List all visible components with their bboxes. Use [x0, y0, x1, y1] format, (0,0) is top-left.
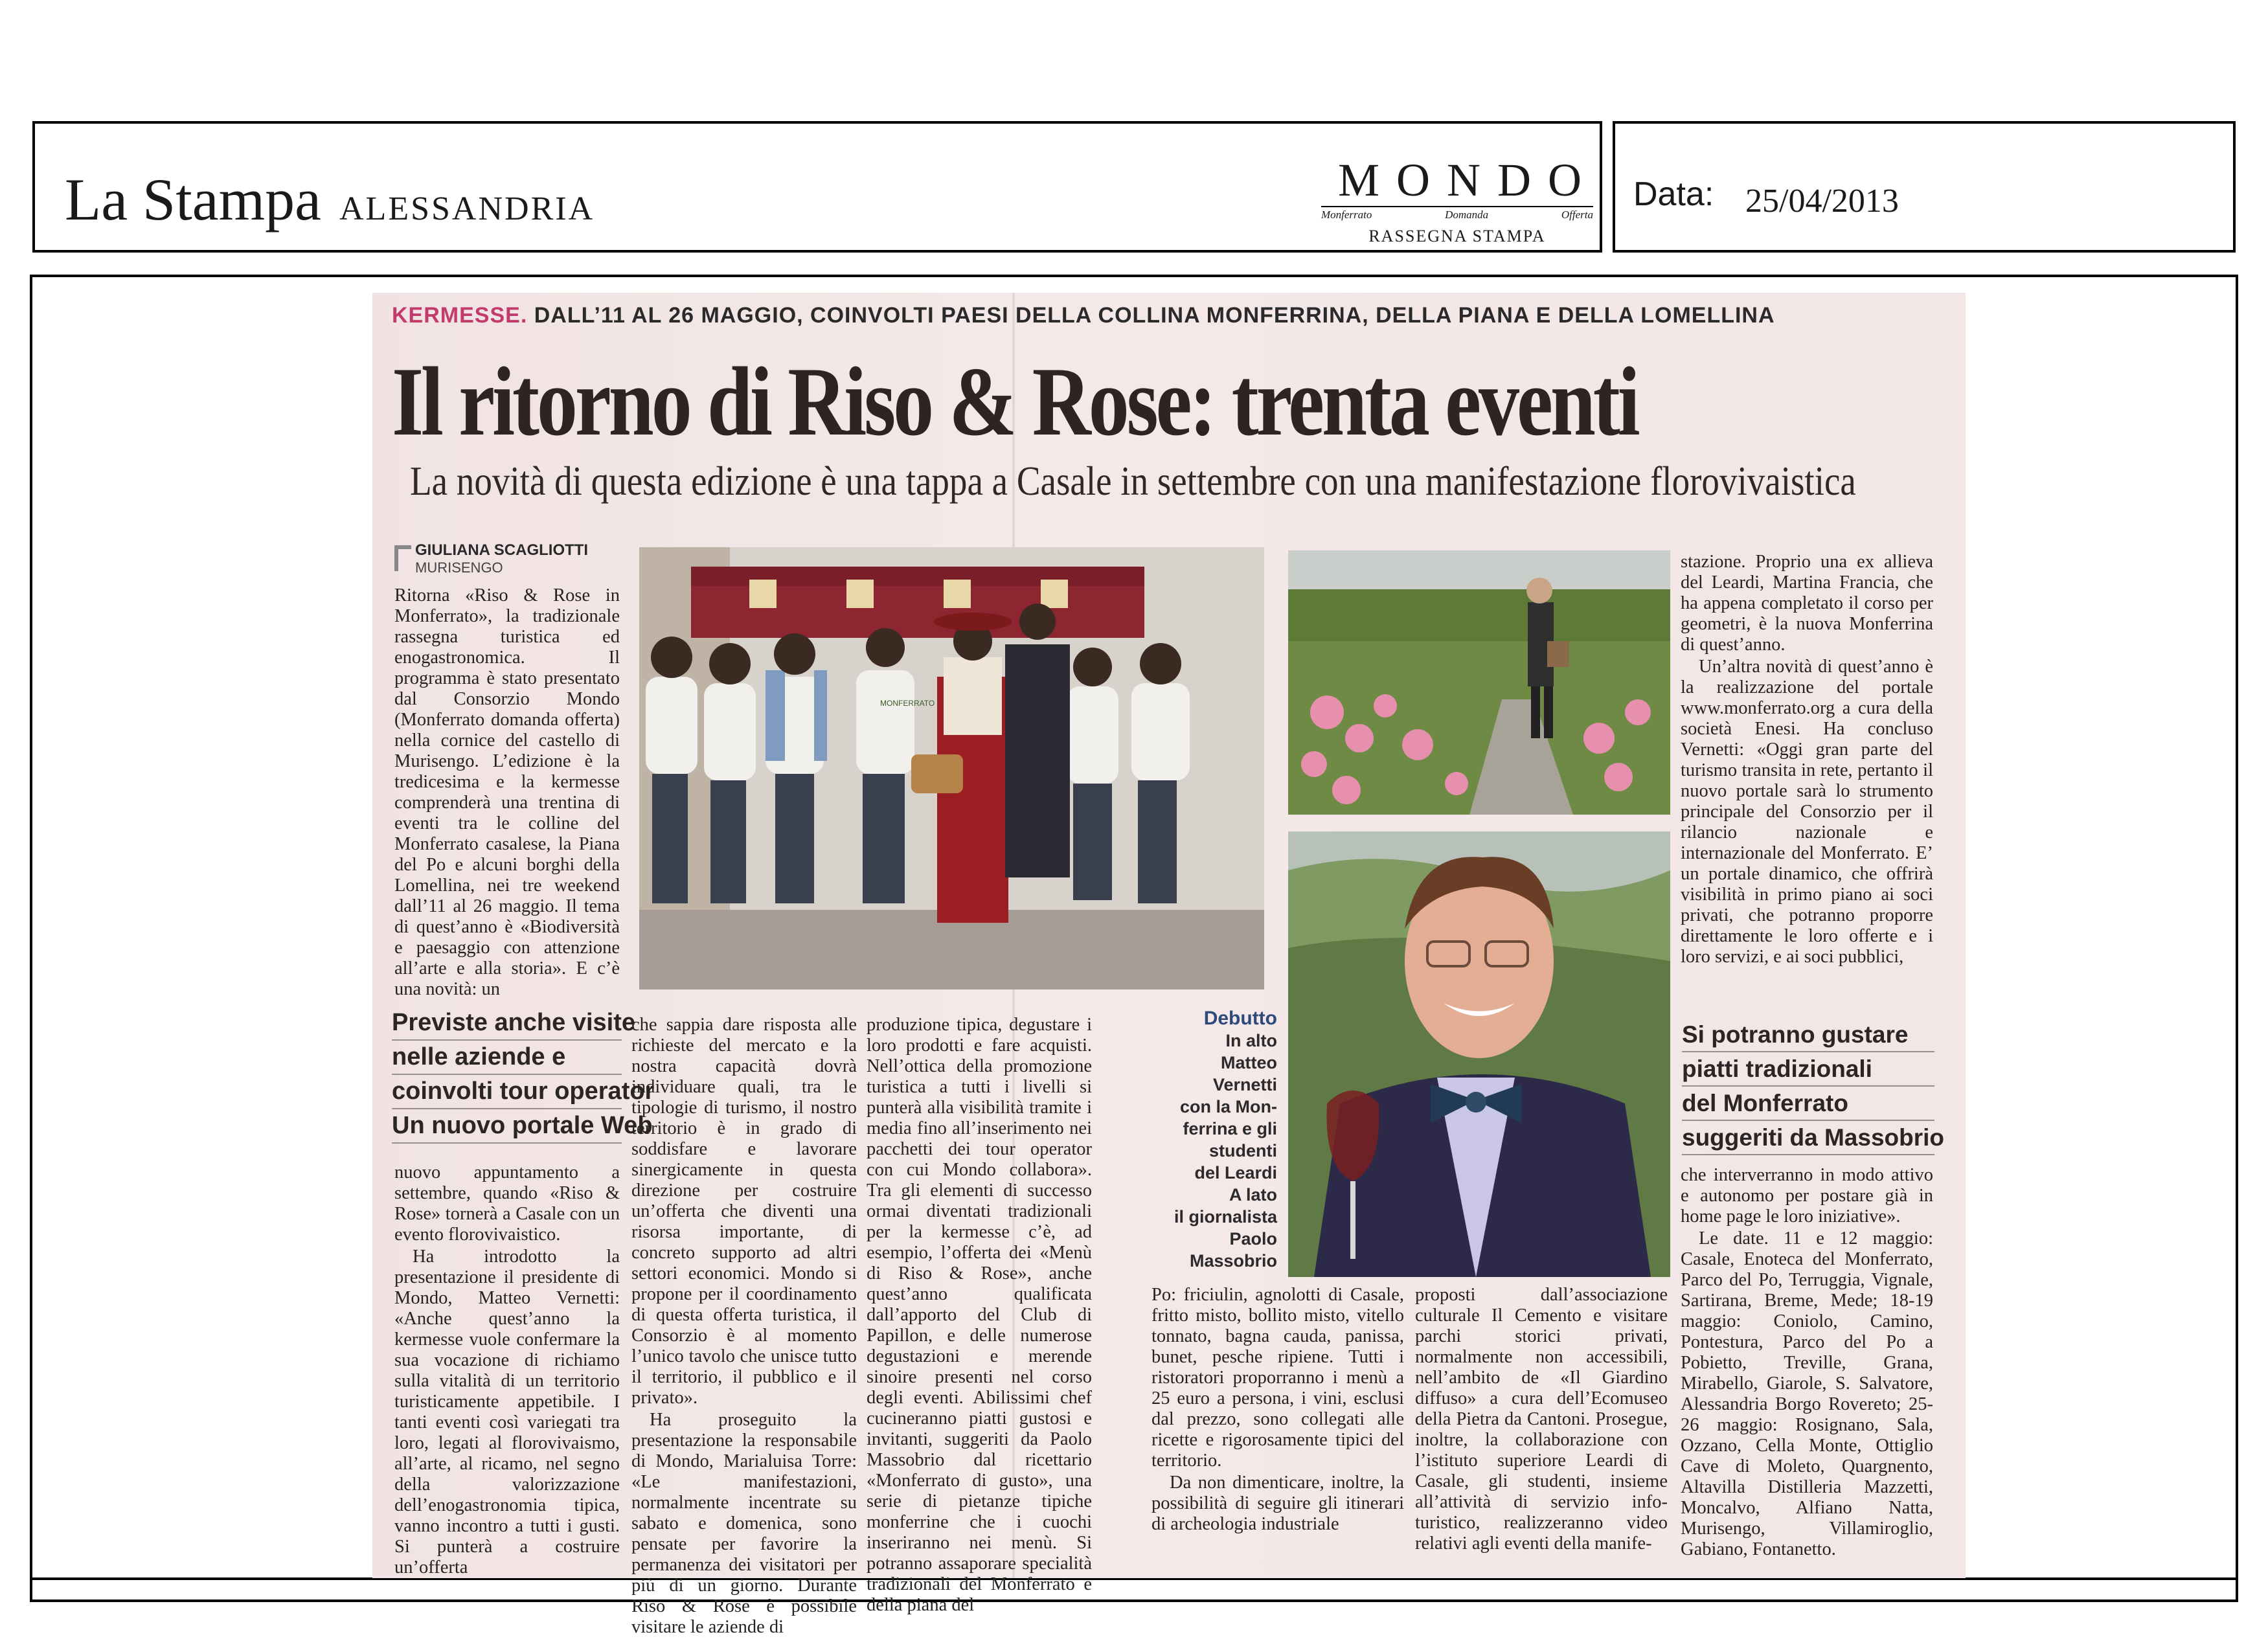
- caption-line: del Leardi: [1194, 1163, 1277, 1182]
- logo-tag-mid: Domanda: [1445, 209, 1489, 221]
- group-photo-illustration: [639, 547, 1264, 989]
- byline-bracket-icon: [394, 545, 411, 571]
- article-column-1-top: [394, 585, 620, 1001]
- shirt-text: MONFERRATO: [880, 699, 935, 708]
- caption-line: Vernetti: [1212, 1075, 1277, 1094]
- article-column-2: [631, 1015, 857, 1639]
- paragraph: Un’altra novità di quest’anno è la realizzazione del portale www.monferrato.org a cura della società Enesi. Ha concluso Vernetti: «Oggi gran parte del turismo transita in rete, pertanto il nuovo portale sarà lo strumento principale del Consorzio per il rilancio nazionale e internazionale del Monferrato. E’ un portale dinamico, che offrirà visibilità in primo piano ai soci privati, che potranno proporre direttamente le loro offerte e i loro servizi, e ai soci pubblici,: [1681, 657, 1933, 967]
- article-column-1-bottom: [394, 1162, 620, 1579]
- paragraph: che interverranno in modo attivo e autonomo per postare già in home page le loro iniziative».: [1681, 1165, 1933, 1226]
- photo-paolo-massobrio: [1288, 831, 1670, 1277]
- pull-line: Previste anche visite: [392, 1006, 622, 1041]
- publication-city: ALESSANDRIA: [339, 190, 595, 227]
- caption-title: Debutto: [1203, 1008, 1277, 1029]
- pull-line: coinvolti tour operator: [392, 1075, 622, 1109]
- article-column-3: [867, 1015, 1092, 1617]
- logo-word: MONDO: [1338, 154, 1599, 206]
- paragraph: Ha introdotto la presentazione il presidente di Mondo, Matteo Vernetti: «Anche quest’anno la kermesse vuole confermare la sua vocazione di richiamo sulla vitalità di un territorio turisticamente appetibile. I tanti eventi così variegati tra loro, legati al florovivaismo, all’arte, al ricamo, nel segno della valorizzazione dell’enogastronomia tipica, vanno incontro a tutti i gusti. Si punterà a costruire un’offerta: [394, 1247, 620, 1577]
- pull-line: piatti tradizionali: [1682, 1052, 1934, 1087]
- paragraph: che sappia dare risposta alle richieste del mercato e la nostra capacità dovrà individuare quali, tra le tipologie di turismo, il nostro territorio è in grado di soddisfare e lavorare sinergicamente in questa direzione per costruire un’offerta che diventi una risorsa importante, di concreto supporto ad altri settori economici. Mondo si propone per il coordinamento di questa offerta turistica, il Consorzio è al momento l’unico tavolo che unisce tutto il territorio, il pubblico e il privato».: [631, 1015, 857, 1408]
- pull-line: del Monferrato: [1682, 1087, 1934, 1121]
- paragraph: proposti dall’associazione culturale Il Cemento e visitare parchi storici privati, normalmente non accessibili, nell’ambito de «Il Giardino diffuso» a cura dell’Ecomuseo della Pietra da Cantoni. Prosegue, inoltre, la collaborazione con l’istituto superiore Leardi di Casale, gli studenti, insieme all’attività di servizio info-turistico, realizzeranno video relativi agli eventi della manife-: [1415, 1285, 1668, 1554]
- caption-line: Matteo: [1221, 1053, 1277, 1072]
- article-location: MURISENGO: [415, 560, 503, 576]
- date-value: 25/04/2013: [1745, 183, 1899, 220]
- caption-line: con la Mon-: [1180, 1097, 1277, 1116]
- paragraph: Ha proseguito la presentazione la responsabile di Mondo, Marialuisa Torre: «Le manifestazioni, normalmente incentrate su sabato e domenica, sono pensate per favorire la permanenza dei visitatori per più di un giorno. Durante Riso & Rose è possibile visitare le aziende di: [631, 1410, 857, 1637]
- photo-caption: [1163, 1008, 1277, 1272]
- photo-group-students: [639, 547, 1264, 989]
- logo-tags: [1321, 206, 1593, 221]
- article-subheadline: La novità di questa edizione è una tappa a Casale in settembre con una manifestazione florovivaistica: [410, 458, 1856, 504]
- pull-quote-left: [392, 1006, 655, 1144]
- paragraph: Da non dimenticare, inoltre, la possibilità di seguire gli itinerari di archeologia industriale: [1151, 1473, 1404, 1534]
- article-column-5: [1415, 1285, 1668, 1555]
- photo-rose-garden: [1288, 550, 1670, 815]
- article-column-4: [1151, 1285, 1404, 1536]
- logo-tag-left: Monferrato: [1321, 209, 1372, 221]
- portrait-photo-illustration: [1288, 831, 1670, 1277]
- paragraph: Po: friciulin, agnolotti di Casale, fritto misto, bollito misto, vitello tonnato, bagna cauda, panissa, bunet, pesche ripiene. Tutti i ristoratori proporranno i menù a 25 euro a persona, i vini, esclusi dal prezzo, sono collegati alle ricette e rigorosamente tipici del territorio.: [1151, 1285, 1404, 1471]
- caption-line: In alto: [1225, 1031, 1277, 1050]
- article-column-6-top: [1681, 552, 1933, 969]
- mondo-logo: [1321, 154, 1599, 246]
- kicker-label: KERMESSE.: [392, 303, 528, 328]
- paragraph: produzione tipica, degustare i loro prodotti e fare acquisti. Nell’ottica della promozione turistica a tutti i livelli si punterà alla visibilità tramite i media fino all’inserimento nei pacchetti dei tour operator con cui Mondo collabora». Tra gli elementi di successo ormai diventati tradizionali per la kermesse c’è, ad esempio, l’offerta dei «Menù di Riso & Rose», anche quest’anno qualificata dall’apporto del Club di Papillon, e delle numerose degustazioni e merende sinoire presenti nel corso degli eventi. Abilissimi chef cucineranno piatti gustosi e invitanti, suggeriti da Paolo Massobrio dal ricettario «Monferrato di gusto», una serie di pietanze tipiche monferrine che i cuochi inseriranno nei menù. Si potranno assaporare specialità tradizionali del Monferrato e della piana del: [867, 1015, 1092, 1615]
- caption-line: il giornalista: [1174, 1207, 1277, 1226]
- newspaper-clipping: [372, 293, 1966, 1637]
- pull-line: suggeriti da Massobrio: [1682, 1121, 1934, 1155]
- logo-subtitle: RASSEGNA STAMPA: [1368, 227, 1546, 245]
- caption-line: studenti: [1209, 1141, 1277, 1160]
- caption-line: Massobrio: [1189, 1251, 1277, 1271]
- paragraph: Ritorna «Riso & Rose in Monferrato», la tradizionale rassegna turistica ed enogastronomica. Il programma è stato presentato dal Consorzio Mondo (Monferrato domanda offerta) nella cornice del castello di Murisengo. L’edizione è la tredicesima e la kermesse comprenderà una trentina di eventi tra le colline del Monferrato casalese, la Piana del Po e alcuni borghi della Lomellina, nei tre weekend dall’11 al 26 maggio. Il tema di quest’anno è «Biodiversità e paesaggio con attenzione all’arte e alla storia». E c’è una novità: un: [394, 585, 620, 999]
- article-kicker: [392, 303, 1775, 328]
- article-headline: Il ritorno di Riso & Rose: trenta eventi: [392, 347, 1638, 456]
- garden-photo-illustration: [1288, 550, 1670, 815]
- paragraph: Le date. 11 e 12 maggio: Casale, Enoteca del Monferrato, Parco del Po, Terruggia, Vignale, Sartirana, Breme, Mede; 18-19 maggio: Coniolo, Camino, Pontestura, Parco del Po a Pobietto, Treville, Grana, Mirabello, Giarole, S. Salvatore, Alessandria Borgo Rovereto; 25-26 maggio: Rosignano, Sala, Ozzano, Cella Monte, Ottiglio Cave di Moleto, Quargnento, Altavilla Distilleria Mazzetti, Moncalvo, Alfiano Natta, Murisengo, Villamiroglio, Gabiano, Fontanetto.: [1681, 1228, 1933, 1559]
- pull-quote-right: [1682, 1018, 1945, 1155]
- paragraph: nuovo appuntamento a settembre, quando «Riso & Rose» tornerà a Casale con un evento florovivaistico.: [394, 1162, 620, 1245]
- pull-line: Un nuovo portale Web: [392, 1109, 622, 1144]
- pull-line: nelle aziende e: [392, 1041, 622, 1075]
- article-column-6-bottom: [1681, 1165, 1933, 1561]
- date-label: Data:: [1633, 175, 1714, 213]
- paragraph: stazione. Proprio una ex allieva del Leardi, Martina Francia, che ha appena completato il corso per geometri, è la nuova Monferrina di quest’anno.: [1681, 552, 1933, 655]
- kicker-text: DALL’11 AL 26 MAGGIO, COINVOLTI PAESI DELLA COLLINA MONFERRINA, DELLA PIANA E DELLA LOMELLINA: [534, 303, 1775, 328]
- caption-line: ferrina e gli: [1183, 1119, 1277, 1138]
- caption-line: A lato: [1229, 1185, 1277, 1204]
- pull-line: Si potranno gustare: [1682, 1018, 1934, 1052]
- logo-tag-right: Offerta: [1561, 209, 1593, 221]
- publication-name: La Stampa: [65, 166, 321, 232]
- article-author: GIULIANA SCAGLIOTTI: [415, 541, 589, 559]
- publication-title: [65, 166, 595, 232]
- caption-line: Paolo: [1229, 1229, 1277, 1249]
